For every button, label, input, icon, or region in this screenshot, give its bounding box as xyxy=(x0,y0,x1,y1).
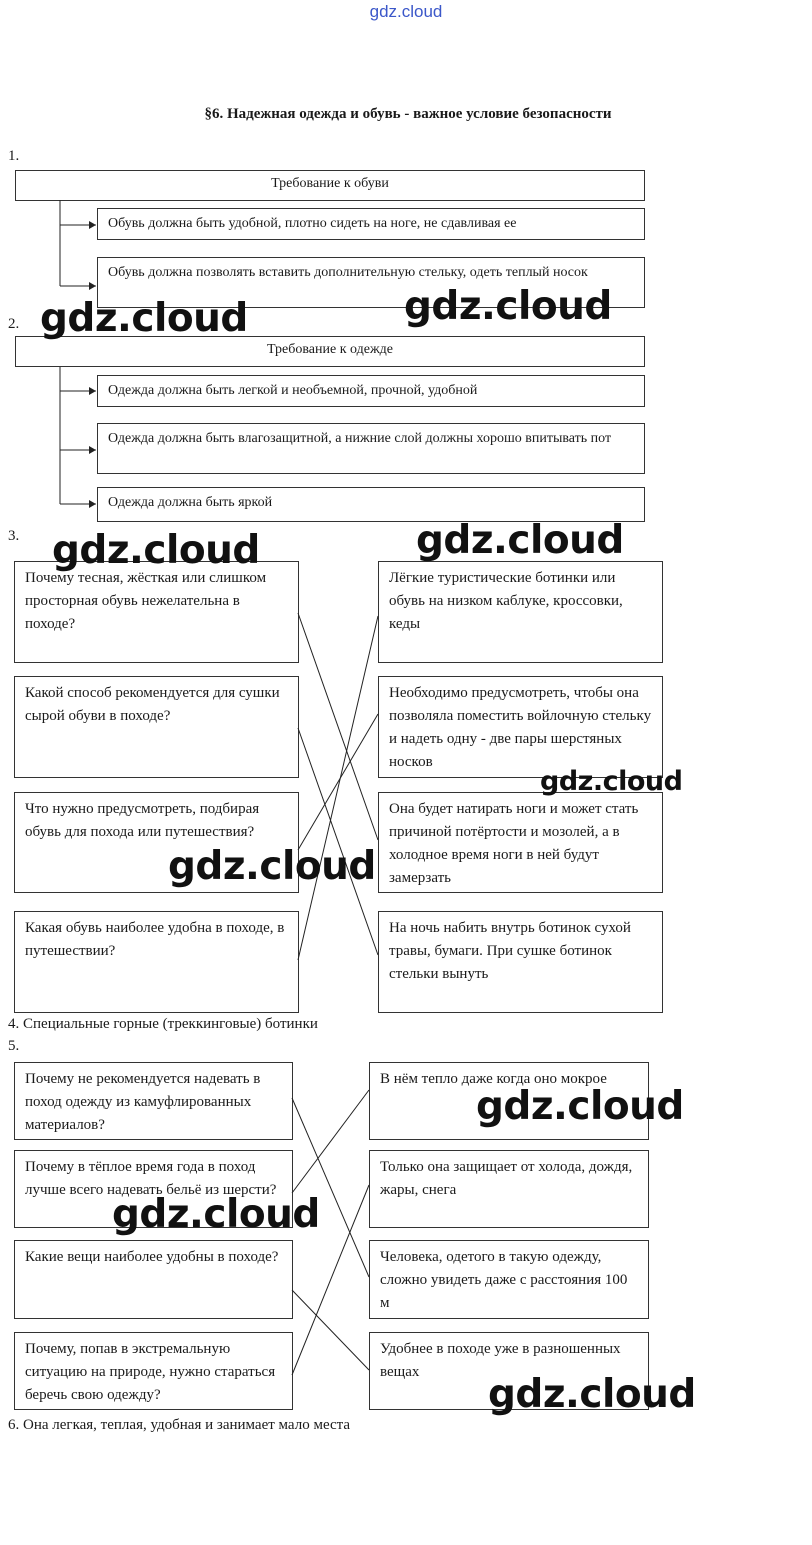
task5-answer: Удобнее в походе уже в разношенных вещах xyxy=(369,1332,649,1410)
arrow-head-icon xyxy=(89,446,96,454)
watermark: gdz.cloud xyxy=(540,766,683,797)
task5-question: Какие вещи наиболее удобны в походе? xyxy=(14,1240,293,1319)
watermark: gdz.cloud xyxy=(404,284,612,329)
task2-item: Одежда должна быть влагозащитной, а нижние слой должны хорошо впитывать пот xyxy=(97,423,645,474)
arrow-head-icon xyxy=(89,387,96,395)
task1-number: 1. xyxy=(8,148,20,164)
site-header-link[interactable]: gdz.cloud xyxy=(369,2,443,21)
task3-question: Что нужно предусмотреть, подбирая обувь для похода или путешествия? xyxy=(14,792,299,893)
task5-answer: В нём тепло даже когда оно мокрое xyxy=(369,1062,649,1140)
match-line-3-4 xyxy=(298,616,378,960)
task5-answer: Человека, одетого в такую одежду, сложно увидеть даже с расстояния 100 м xyxy=(369,1240,649,1319)
match-line-3-2 xyxy=(298,728,378,955)
task6-answer: 6. Она легкая, теплая, удобная и занимает мало места xyxy=(8,1417,351,1433)
task3-answer: На ночь набить внутрь ботинок сухой травы, бумаги. При сушке ботинок стельки вынуть xyxy=(378,911,663,1013)
task5-question: Почему в тёплое время года в поход лучше всего надевать бельё из шерсти? xyxy=(14,1150,293,1228)
task3-question: Какой способ рекомендуется для сушки сырой обуви в походе? xyxy=(14,676,299,778)
match-line-3-1 xyxy=(298,613,378,840)
match-line-5-3 xyxy=(292,1290,369,1370)
task2-item: Одежда должна быть легкой и необъемной, прочной, удобной xyxy=(97,375,645,407)
watermark: gdz.cloud xyxy=(416,518,624,563)
task3-question: Почему тесная, жёсткая или слишком просторная обувь нежелательна в походе? xyxy=(14,561,299,663)
arrow-head-icon xyxy=(89,221,96,229)
page-title: §6. Надежная одежда и обувь - важное условие безопасности xyxy=(204,106,612,122)
arrow-head-icon xyxy=(89,500,96,508)
task1-header: Требование к обуви xyxy=(15,170,645,201)
task5-question: Почему не рекомендуется надевать в поход одежду из камуфлированных материалов? xyxy=(14,1062,293,1140)
task3-question: Какая обувь наиболее удобна в походе, в путешествии? xyxy=(14,911,299,1013)
task3-answer: Необходимо предусмотреть, чтобы она позволяла поместить войлочную стельку и надеть одну - две пары шерстяных носков xyxy=(378,676,663,778)
task4-answer: 4. Специальные горные (треккинговые) ботинки xyxy=(8,1016,318,1032)
task3-answer: Она будет натирать ноги и может стать причиной потёртости и мозолей, а в холодное время ноги в ней будут замерзать xyxy=(378,792,663,893)
match-line-3-3 xyxy=(298,714,378,850)
task2-item: Одежда должна быть яркой xyxy=(97,487,645,522)
task5-question: Почему, попав в экстремальную ситуацию на природе, нужно стараться беречь свою одежду? xyxy=(14,1332,293,1410)
watermark: gdz.cloud xyxy=(112,1192,320,1237)
task5-answer: Только она защищает от холода, дождя, жары, снега xyxy=(369,1150,649,1228)
watermark: gdz.cloud xyxy=(40,296,248,341)
watermark: gdz.cloud xyxy=(52,528,260,573)
task5-number: 5. xyxy=(8,1038,20,1054)
task2-header: Требование к одежде xyxy=(15,336,645,367)
match-line-5-1 xyxy=(292,1098,369,1277)
task3-answer: Лёгкие туристические ботинки или обувь на низком каблуке, кроссовки, кеды xyxy=(378,561,663,663)
watermark: gdz.cloud xyxy=(476,1084,684,1129)
watermark: gdz.cloud xyxy=(488,1372,696,1417)
arrow-head-icon xyxy=(89,282,96,290)
task2-number: 2. xyxy=(8,316,20,332)
task3-number: 3. xyxy=(8,528,20,544)
watermark: gdz.cloud xyxy=(168,844,376,889)
task1-item: Обувь должна быть удобной, плотно сидеть на ноге, не сдавливая ее xyxy=(97,208,645,240)
match-line-5-2 xyxy=(292,1090,369,1193)
task1-item: Обувь должна позволять вставить дополнительную стельку, одеть теплый носок xyxy=(97,257,645,308)
